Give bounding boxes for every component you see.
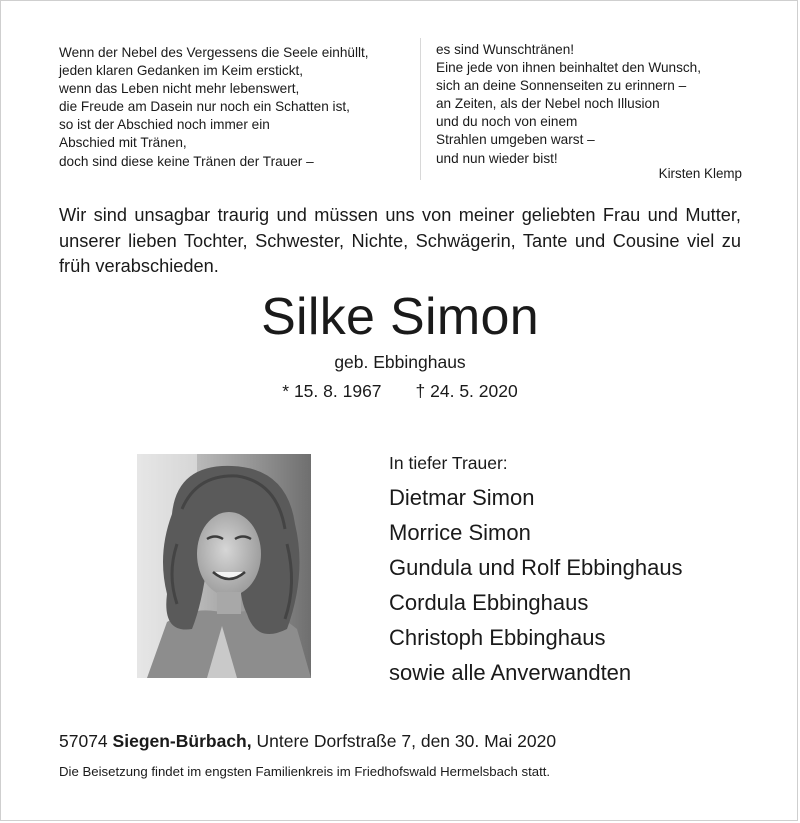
- mourning-label: In tiefer Trauer:: [389, 453, 508, 473]
- poem-line: Strahlen umgeben warst –: [436, 132, 595, 148]
- poem-author: Kirsten Klemp: [658, 166, 742, 181]
- poem-line: Eine jede von ihnen beinhaltet den Wunsch,: [436, 60, 702, 76]
- intro-text: Wir sind unsagbar traurig und müssen uns von meiner geliebten Frau und Mutter, unserer lieben Tochter, Schwester, Nichte, Schwägerin, Tante und Cousine viel zu früh verabschieden.: [59, 205, 741, 276]
- survivor-list: [389, 481, 683, 690]
- maiden-name: geb. Ebbinghaus: [334, 352, 466, 372]
- poem-line: an Zeiten, als der Nebel noch Illusion: [436, 96, 660, 112]
- poem-left-column: [59, 44, 414, 171]
- list-item: sowie alle Anverwandten: [389, 659, 632, 685]
- funeral-note: Die Beisetzung findet im engsten Familienkreis im Friedhofswald Hermelsbach statt.: [59, 764, 551, 779]
- poem-line: jeden klaren Gedanken im Keim erstickt,: [59, 63, 304, 79]
- poem-right-column: [436, 41, 756, 168]
- poem-line: und nun wieder bist!: [436, 150, 558, 166]
- poem-line: so ist der Abschied noch immer ein: [59, 117, 270, 133]
- poem-line: Abschied mit Tränen,: [59, 135, 187, 151]
- birth-date: * 15. 8. 1967: [282, 381, 382, 401]
- poem-line: die Freude am Dasein nur noch ein Schatten ist,: [59, 99, 350, 115]
- deceased-name: Silke Simon: [261, 288, 539, 346]
- address-rest: Untere Dorfstraße 7, den 30. Mai 2020: [256, 731, 557, 751]
- poem-line: wenn das Leben nicht mehr lebenswert,: [59, 81, 300, 97]
- list-item: Cordula Ebbinghaus: [389, 589, 589, 615]
- town: Siegen-Bürbach,: [112, 731, 252, 751]
- life-dates: [0, 381, 800, 402]
- list-item: Gundula und Rolf Ebbinghaus: [389, 554, 683, 580]
- poem-line: doch sind diese keine Tränen der Trauer –: [59, 153, 314, 169]
- poem-line: sich an deine Sonnenseiten zu erinnern –: [436, 78, 687, 94]
- portrait-photo-icon: [137, 454, 311, 678]
- list-item: Christoph Ebbinghaus: [389, 624, 606, 650]
- list-item: Dietmar Simon: [389, 485, 535, 510]
- death-date: † 24. 5. 2020: [415, 381, 518, 401]
- poem-divider: [420, 38, 421, 180]
- address-line: [59, 731, 556, 752]
- poem-line: es sind Wunschtränen!: [436, 42, 575, 57]
- poem-line: Wenn der Nebel des Vergessens die Seele einhüllt,: [59, 45, 369, 60]
- postcode: 57074: [59, 731, 108, 751]
- poem-line: und du noch von einem: [436, 114, 578, 130]
- list-item: Morrice Simon: [389, 519, 531, 545]
